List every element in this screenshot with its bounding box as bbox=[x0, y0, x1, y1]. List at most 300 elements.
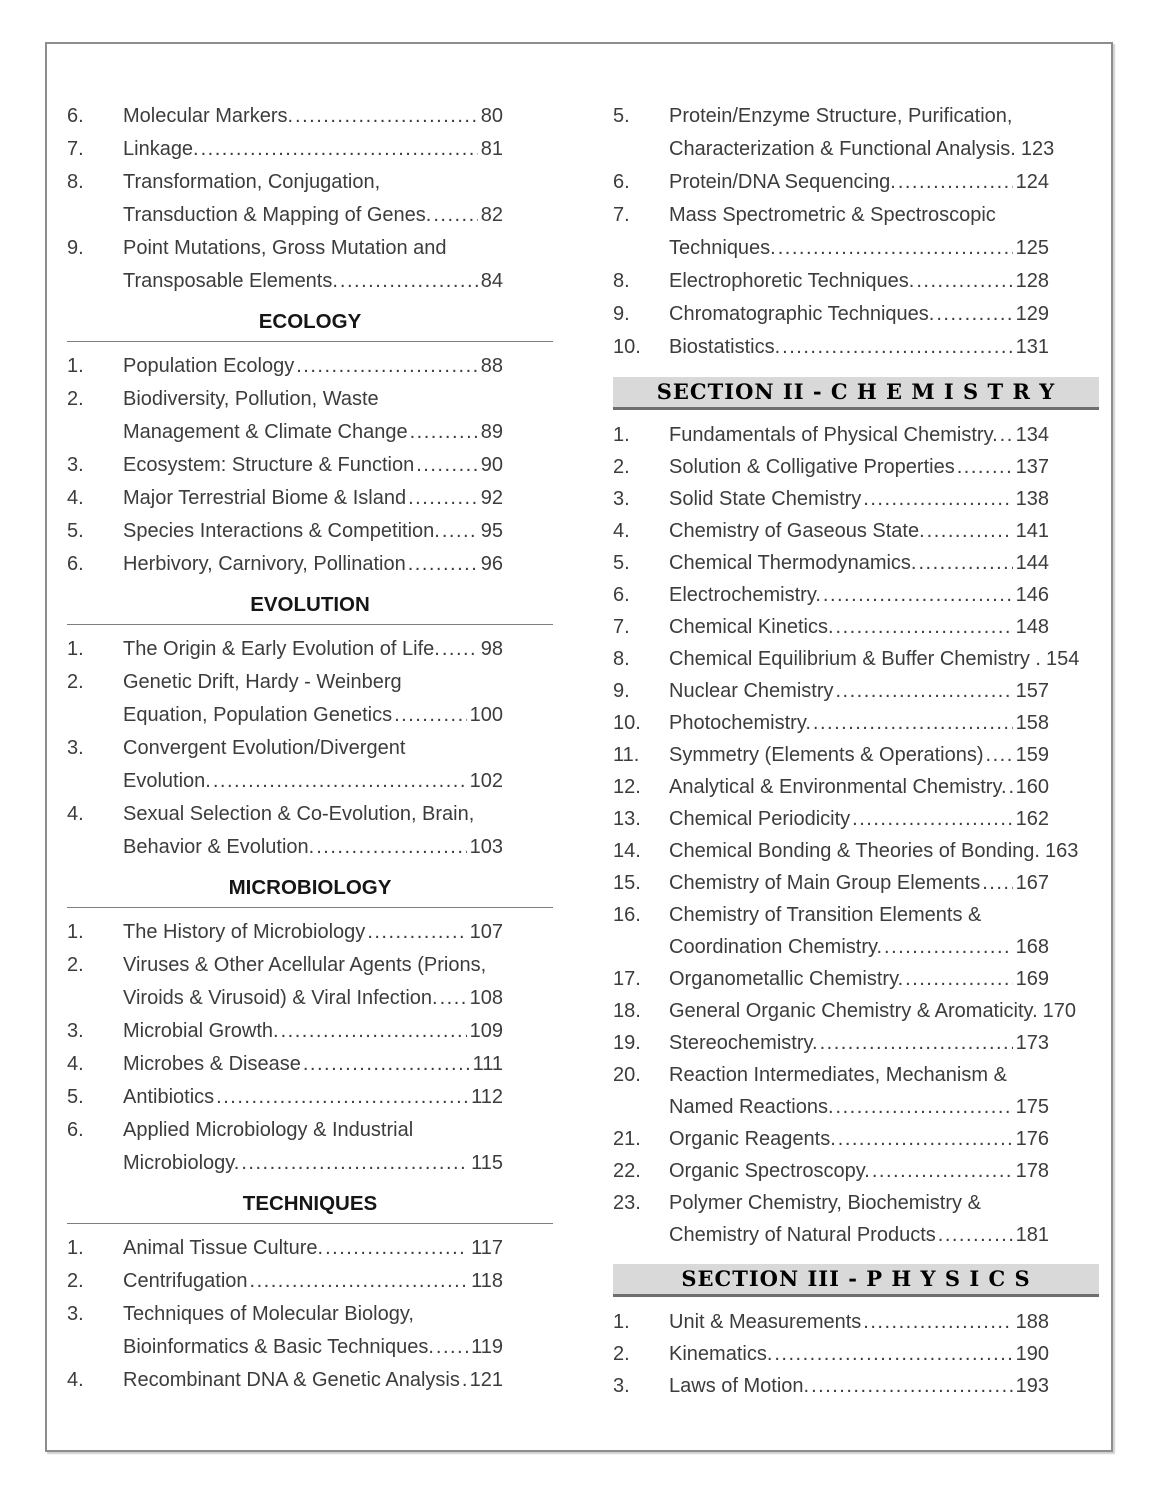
dot-leader bbox=[916, 265, 1012, 298]
dot-leader bbox=[863, 1306, 1012, 1338]
entry-title-line bbox=[123, 232, 503, 265]
entry-number: 7. bbox=[67, 138, 84, 160]
entry-title-line bbox=[669, 995, 1077, 1027]
entry-title-text: Centrifugation bbox=[123, 1270, 248, 1292]
page-number: 181 bbox=[1015, 1224, 1049, 1246]
page-number: 124 bbox=[1015, 171, 1049, 193]
entry-title-text: Applied Microbiology & Industrial bbox=[123, 1119, 414, 1141]
dot-leader bbox=[936, 298, 1012, 331]
page-number: 168 bbox=[1015, 936, 1049, 958]
toc-entry bbox=[613, 963, 1099, 995]
toc-section bbox=[67, 100, 553, 298]
entry-body bbox=[669, 771, 1049, 803]
entry-number: 2. bbox=[613, 1343, 630, 1365]
entry-body bbox=[669, 963, 1049, 995]
entry-title-line bbox=[669, 298, 1049, 331]
entry-body bbox=[669, 331, 1049, 364]
entry-body bbox=[669, 1338, 1049, 1370]
toc-section bbox=[67, 1188, 553, 1397]
page-number: 102 bbox=[469, 770, 503, 792]
entry-title-line bbox=[123, 1147, 503, 1180]
entry-number: 1. bbox=[67, 638, 84, 660]
page-number: 129 bbox=[1015, 303, 1049, 325]
toc-entry bbox=[613, 515, 1099, 547]
entry-body bbox=[123, 100, 503, 133]
dot-leader bbox=[905, 963, 1012, 995]
entry-title-text: Techniques. bbox=[669, 237, 776, 259]
entry-title-text: Protein/Enzyme Structure, Purification, bbox=[669, 105, 1013, 127]
entry-number: 4. bbox=[67, 1369, 84, 1391]
entry-title-line bbox=[123, 1298, 503, 1331]
dot-leader bbox=[296, 350, 478, 383]
page-frame bbox=[45, 42, 1113, 1452]
entry-title-text: Viroids & Virusoid) & Viral Infection. bbox=[123, 987, 438, 1009]
toc-entry bbox=[67, 1232, 553, 1265]
dot-leader bbox=[898, 166, 1013, 199]
page-number: 176 bbox=[1015, 1128, 1049, 1150]
toc-section bbox=[613, 1264, 1099, 1402]
toc-entry bbox=[67, 1265, 553, 1298]
entry-title-line bbox=[123, 265, 503, 298]
page-number: 108 bbox=[469, 987, 503, 1009]
entry-title-text: Organic Reagents. bbox=[669, 1128, 836, 1150]
entry-title-line bbox=[669, 547, 1049, 579]
toc-entry bbox=[613, 547, 1099, 579]
entry-number: 16. bbox=[613, 904, 641, 926]
toc-entry bbox=[67, 100, 553, 133]
page-number: 178 bbox=[1015, 1160, 1049, 1182]
page-number: 115 bbox=[471, 1152, 503, 1174]
entry-title-line bbox=[123, 699, 503, 732]
entry-title-text: Photochemistry. bbox=[669, 712, 811, 734]
page-number: 109 bbox=[469, 1020, 503, 1042]
entry-number: 2. bbox=[67, 388, 84, 410]
entry-title-line bbox=[669, 1027, 1049, 1059]
entry-title-line bbox=[669, 963, 1049, 995]
entry-title-line bbox=[669, 1219, 1049, 1251]
page-number: 144 bbox=[1015, 552, 1049, 574]
entry-body bbox=[669, 675, 1049, 707]
entry-number: 13. bbox=[613, 808, 641, 830]
entry-body bbox=[669, 298, 1049, 331]
entry-title-line bbox=[669, 675, 1049, 707]
dot-leader bbox=[201, 133, 478, 166]
entry-title-line bbox=[123, 916, 503, 949]
entry-body bbox=[123, 1364, 503, 1397]
entry-number: 2. bbox=[613, 456, 630, 478]
dot-leader bbox=[838, 1123, 1013, 1155]
page-number: 157 bbox=[1015, 680, 1049, 702]
entry-title-text: Solution & Colligative Properties bbox=[669, 456, 955, 478]
entry-title-line bbox=[669, 331, 1049, 364]
page-number: 90 bbox=[480, 454, 503, 476]
entry-title-line bbox=[669, 232, 1049, 265]
entry-body bbox=[669, 1187, 1049, 1251]
entry-title-text: Ecosystem: Structure & Function bbox=[123, 454, 415, 476]
toc-entry bbox=[613, 675, 1099, 707]
entry-body bbox=[123, 1015, 503, 1048]
entry-title-line bbox=[669, 265, 1049, 298]
entry-body bbox=[123, 515, 503, 548]
toc-left-column bbox=[67, 100, 553, 1402]
entry-title-line bbox=[669, 1091, 1049, 1123]
dot-leader bbox=[416, 449, 478, 482]
entry-title-text: Solid State Chemistry bbox=[669, 488, 862, 510]
entry-title-text: Chromatographic Techniques. bbox=[669, 303, 935, 325]
entry-title-text: Linkage. bbox=[123, 138, 199, 160]
page-number: 159 bbox=[1015, 744, 1049, 766]
toc-entry bbox=[67, 449, 553, 482]
entry-title-line bbox=[123, 350, 503, 383]
entry-title-text: Kinematics. bbox=[669, 1343, 773, 1365]
entry-title-line bbox=[669, 419, 1049, 451]
page-number: 163 bbox=[1044, 840, 1079, 862]
dot-leader bbox=[440, 982, 467, 1015]
entry-body bbox=[669, 166, 1049, 199]
toc-entry bbox=[67, 548, 553, 581]
entry-number: 2. bbox=[67, 954, 84, 976]
entry-title-text: Herbivory, Carnivory, Pollination bbox=[123, 553, 406, 575]
toc-entry bbox=[67, 232, 553, 298]
toc-entry bbox=[613, 265, 1099, 298]
page-number: 146 bbox=[1015, 584, 1049, 606]
dot-leader bbox=[820, 1027, 1013, 1059]
dot-leader bbox=[436, 1331, 468, 1364]
dot-leader bbox=[316, 831, 466, 864]
dot-leader bbox=[442, 633, 478, 666]
entry-body bbox=[669, 867, 1049, 899]
toc-entry bbox=[67, 1298, 553, 1364]
entry-title-line bbox=[669, 867, 1049, 899]
entry-number: 6. bbox=[613, 171, 630, 193]
entry-number: 7. bbox=[613, 616, 630, 638]
subject-heading-ecology: ECOLOGY bbox=[67, 306, 553, 342]
entry-title-line bbox=[123, 949, 503, 982]
entry-title-line bbox=[669, 451, 1049, 483]
entry-number: 3. bbox=[613, 1375, 630, 1397]
entry-title-line bbox=[669, 643, 1080, 675]
page-number: 80 bbox=[480, 105, 503, 127]
toc-entry bbox=[613, 899, 1099, 963]
entry-number: 2. bbox=[67, 1270, 84, 1292]
dot-leader bbox=[295, 100, 478, 133]
entry-title-line bbox=[669, 739, 1049, 771]
entry-title-text: Chemical Equilibrium & Buffer Chemistry . bbox=[669, 648, 1041, 670]
entry-title-text: General Organic Chemistry & Aromaticity. bbox=[669, 1000, 1038, 1022]
entry-number: 11. bbox=[613, 744, 640, 766]
toc-entry bbox=[67, 1081, 553, 1114]
dot-leader bbox=[774, 1338, 1012, 1370]
page-number: 175 bbox=[1015, 1096, 1049, 1118]
entry-title-line bbox=[669, 199, 1049, 232]
page-number: 89 bbox=[480, 421, 503, 443]
entry-number: 9. bbox=[613, 303, 630, 325]
dot-leader bbox=[340, 265, 478, 298]
entry-number: 3. bbox=[67, 1303, 84, 1325]
entry-title-text: Population Ecology bbox=[123, 355, 295, 377]
entry-title-text: Chemical Bonding & Theories of Bonding. bbox=[669, 840, 1040, 862]
entry-body bbox=[669, 739, 1049, 771]
page-number: 111 bbox=[472, 1053, 503, 1075]
entry-title-line bbox=[669, 835, 1079, 867]
entry-number: 5. bbox=[613, 105, 630, 127]
entry-title-text: Viruses & Other Acellular Agents (Prions, bbox=[123, 954, 487, 976]
entry-number: 4. bbox=[67, 487, 84, 509]
toc-entry bbox=[67, 666, 553, 732]
toc-entry bbox=[613, 739, 1099, 771]
dot-leader bbox=[367, 916, 466, 949]
dot-leader bbox=[442, 515, 478, 548]
entry-number: 4. bbox=[613, 520, 630, 542]
page-number: 125 bbox=[1015, 237, 1049, 259]
entry-title-text: Species Interactions & Competition. bbox=[123, 520, 440, 542]
entry-body bbox=[669, 199, 1049, 265]
entry-number: 19. bbox=[613, 1032, 641, 1054]
toc-entry bbox=[613, 199, 1099, 265]
toc-entry bbox=[613, 1059, 1099, 1123]
dot-leader bbox=[919, 547, 1013, 579]
entry-number: 1. bbox=[67, 1237, 84, 1259]
entry-title-text: Behavior & Evolution. bbox=[123, 836, 315, 858]
entry-body bbox=[123, 1048, 503, 1081]
entry-title-text: Convergent Evolution/Divergent bbox=[123, 737, 406, 759]
toc-entry bbox=[613, 331, 1099, 364]
page-number: 170 bbox=[1042, 1000, 1077, 1022]
entry-title-text: Protein/DNA Sequencing. bbox=[669, 171, 896, 193]
page-number: 118 bbox=[471, 1270, 503, 1292]
dot-leader bbox=[836, 611, 1013, 643]
page-number: 98 bbox=[480, 638, 503, 660]
entry-body bbox=[669, 547, 1049, 579]
entry-body bbox=[123, 1232, 503, 1265]
entry-title-text: Antibiotics bbox=[123, 1086, 215, 1108]
entry-number: 12. bbox=[613, 776, 641, 798]
page-number: 137 bbox=[1015, 456, 1049, 478]
entry-body bbox=[669, 1123, 1049, 1155]
entry-title-text: Chemical Periodicity bbox=[669, 808, 851, 830]
dot-leader bbox=[782, 331, 1012, 364]
entry-title-line bbox=[123, 982, 503, 1015]
entry-title-line bbox=[123, 515, 503, 548]
entry-title-text: Coordination Chemistry. bbox=[669, 936, 883, 958]
page-number: 117 bbox=[471, 1237, 503, 1259]
entry-body bbox=[123, 798, 503, 864]
entry-number: 4. bbox=[67, 803, 84, 825]
entry-title-line bbox=[123, 1265, 503, 1298]
entry-title-line bbox=[669, 611, 1049, 643]
toc-section bbox=[613, 377, 1099, 1251]
entry-number: 10. bbox=[613, 336, 641, 358]
dot-leader bbox=[778, 232, 1013, 265]
toc-entry bbox=[613, 803, 1099, 835]
entry-number: 6. bbox=[67, 1119, 84, 1141]
entry-title-line bbox=[123, 449, 503, 482]
dot-leader bbox=[1009, 771, 1013, 803]
entry-title-text: Chemical Kinetics. bbox=[669, 616, 834, 638]
toc-entry bbox=[613, 707, 1099, 739]
entry-body bbox=[669, 1059, 1049, 1123]
entry-title-line bbox=[669, 1123, 1049, 1155]
entry-title-text: Techniques of Molecular Biology, bbox=[123, 1303, 414, 1325]
page-number: 134 bbox=[1015, 424, 1049, 446]
dot-leader bbox=[938, 1219, 1013, 1251]
page-number: 131 bbox=[1015, 336, 1049, 358]
entry-body bbox=[123, 548, 503, 581]
entry-title-line bbox=[123, 798, 503, 831]
section-bar-heading-section-iii-p-h-y-s-i-c-s: SECTION III - P H Y S I C S bbox=[613, 1264, 1099, 1297]
toc-entry bbox=[613, 1027, 1099, 1059]
entry-number: 5. bbox=[613, 552, 630, 574]
entry-title-line bbox=[123, 482, 503, 515]
entry-title-line bbox=[669, 771, 1049, 803]
entry-title-text: Chemical Thermodynamics. bbox=[669, 552, 917, 574]
entry-body bbox=[123, 166, 503, 232]
entry-title-line bbox=[669, 899, 1049, 931]
entry-title-text: Equation, Population Genetics bbox=[123, 704, 393, 726]
page-number: 158 bbox=[1015, 712, 1049, 734]
page-number: 82 bbox=[480, 204, 503, 226]
toc-entry bbox=[67, 1048, 553, 1081]
dot-leader bbox=[408, 548, 478, 581]
toc-entry bbox=[613, 1338, 1099, 1370]
entry-title-line bbox=[669, 1306, 1049, 1338]
toc-entry bbox=[613, 771, 1099, 803]
entry-body bbox=[123, 133, 503, 166]
toc-entry bbox=[613, 1370, 1099, 1402]
toc-entry bbox=[613, 1187, 1099, 1251]
entry-body bbox=[123, 350, 503, 383]
entry-number: 8. bbox=[67, 171, 84, 193]
toc-entry bbox=[613, 419, 1099, 451]
toc-entry bbox=[67, 383, 553, 449]
entry-title-text: Molecular Markers. bbox=[123, 105, 294, 127]
entry-number: 1. bbox=[67, 921, 84, 943]
entry-body bbox=[669, 1155, 1049, 1187]
entry-title-line bbox=[669, 515, 1049, 547]
dot-leader bbox=[250, 1265, 469, 1298]
entry-title-text: Polymer Chemistry, Biochemistry & bbox=[669, 1192, 981, 1214]
entry-number: 1. bbox=[67, 355, 84, 377]
entry-title-text: Transposable Elements. bbox=[123, 270, 338, 292]
entry-body bbox=[669, 483, 1049, 515]
entry-title-text: Stereochemistry. bbox=[669, 1032, 818, 1054]
subject-heading-techniques: TECHNIQUES bbox=[67, 1188, 553, 1224]
dot-leader bbox=[433, 199, 477, 232]
entry-title-line bbox=[123, 1015, 503, 1048]
dot-leader bbox=[927, 515, 1013, 547]
entry-title-line bbox=[669, 579, 1049, 611]
entry-title-line bbox=[669, 931, 1049, 963]
entry-body bbox=[123, 633, 503, 666]
entry-body bbox=[669, 1306, 1049, 1338]
entry-title-text: Chemistry of Natural Products bbox=[669, 1224, 936, 1246]
entry-title-text: Point Mutations, Gross Mutation and bbox=[123, 237, 447, 259]
entry-title-line bbox=[669, 166, 1049, 199]
dot-leader bbox=[281, 1015, 467, 1048]
entry-number: 10. bbox=[613, 712, 641, 734]
toc-entry bbox=[613, 451, 1099, 483]
entry-title-text: The Origin & Early Evolution of Life. bbox=[123, 638, 440, 660]
entry-title-line bbox=[669, 100, 1049, 133]
page-number: 128 bbox=[1015, 270, 1049, 292]
entry-number: 15. bbox=[613, 872, 641, 894]
toc-entry bbox=[613, 166, 1099, 199]
page-number: 100 bbox=[469, 704, 503, 726]
entry-title-text: Electrochemistry. bbox=[669, 584, 821, 606]
toc-entry bbox=[67, 732, 553, 798]
dot-leader bbox=[410, 416, 478, 449]
entry-body bbox=[669, 803, 1049, 835]
entry-title-text: Recombinant DNA & Genetic Analysis bbox=[123, 1369, 460, 1391]
toc-entry bbox=[613, 611, 1099, 643]
entry-title-text: Bioinformatics & Basic Techniques. bbox=[123, 1336, 434, 1358]
toc-entry bbox=[613, 100, 1099, 166]
entry-body bbox=[123, 666, 503, 732]
dot-leader bbox=[835, 675, 1012, 707]
page-number: 173 bbox=[1015, 1032, 1049, 1054]
toc-entry bbox=[67, 916, 553, 949]
entry-title-text: Management & Climate Change bbox=[123, 421, 408, 443]
entry-title-text: Laws of Motion. bbox=[669, 1375, 810, 1397]
entry-title-line bbox=[669, 707, 1049, 739]
entry-title-line bbox=[123, 732, 503, 765]
entry-title-text: Animal Tissue Culture. bbox=[123, 1237, 324, 1259]
entry-body bbox=[123, 383, 503, 449]
page-number: 107 bbox=[469, 921, 503, 943]
toc-entry bbox=[613, 1155, 1099, 1187]
entry-body bbox=[669, 707, 1049, 739]
entry-number: 23. bbox=[613, 1192, 641, 1214]
entry-number: 3. bbox=[67, 454, 84, 476]
dot-leader bbox=[325, 1232, 468, 1265]
toc-entry bbox=[67, 798, 553, 864]
subject-heading-evolution: EVOLUTION bbox=[67, 589, 553, 625]
entry-title-line bbox=[123, 1048, 503, 1081]
page-number: 138 bbox=[1015, 488, 1049, 510]
entry-title-text: Fundamentals of Physical Chemistry. bbox=[669, 424, 998, 446]
entry-body bbox=[669, 451, 1049, 483]
entry-title-line bbox=[669, 1059, 1049, 1091]
entry-title-text: Chemistry of Gaseous State. bbox=[669, 520, 925, 542]
toc-entry bbox=[613, 579, 1099, 611]
dot-leader bbox=[852, 803, 1012, 835]
entry-title-text: The History of Microbiology bbox=[123, 921, 366, 943]
page-number: 96 bbox=[480, 553, 503, 575]
entry-number: 22. bbox=[613, 1160, 641, 1182]
entry-body bbox=[123, 482, 503, 515]
page-number: 88 bbox=[480, 355, 503, 377]
entry-body bbox=[669, 265, 1049, 298]
toc-entry bbox=[67, 1364, 553, 1397]
page-number: 160 bbox=[1015, 776, 1049, 798]
entry-number: 8. bbox=[613, 648, 630, 670]
toc-entry bbox=[67, 1114, 553, 1180]
page-number: 190 bbox=[1015, 1343, 1049, 1365]
toc-entry bbox=[613, 483, 1099, 515]
page-number: 92 bbox=[480, 487, 503, 509]
entry-title-line bbox=[669, 1155, 1049, 1187]
toc-entry bbox=[67, 133, 553, 166]
entry-title-text: Electrophoretic Techniques. bbox=[669, 270, 915, 292]
page-number: 162 bbox=[1015, 808, 1049, 830]
entry-number: 21. bbox=[613, 1128, 641, 1150]
entry-title-line bbox=[123, 1331, 503, 1364]
entry-title-line bbox=[123, 765, 503, 798]
dot-leader bbox=[1000, 419, 1013, 451]
entry-number: 20. bbox=[613, 1064, 641, 1086]
entry-number: 6. bbox=[613, 584, 630, 606]
entry-title-line bbox=[123, 831, 503, 864]
